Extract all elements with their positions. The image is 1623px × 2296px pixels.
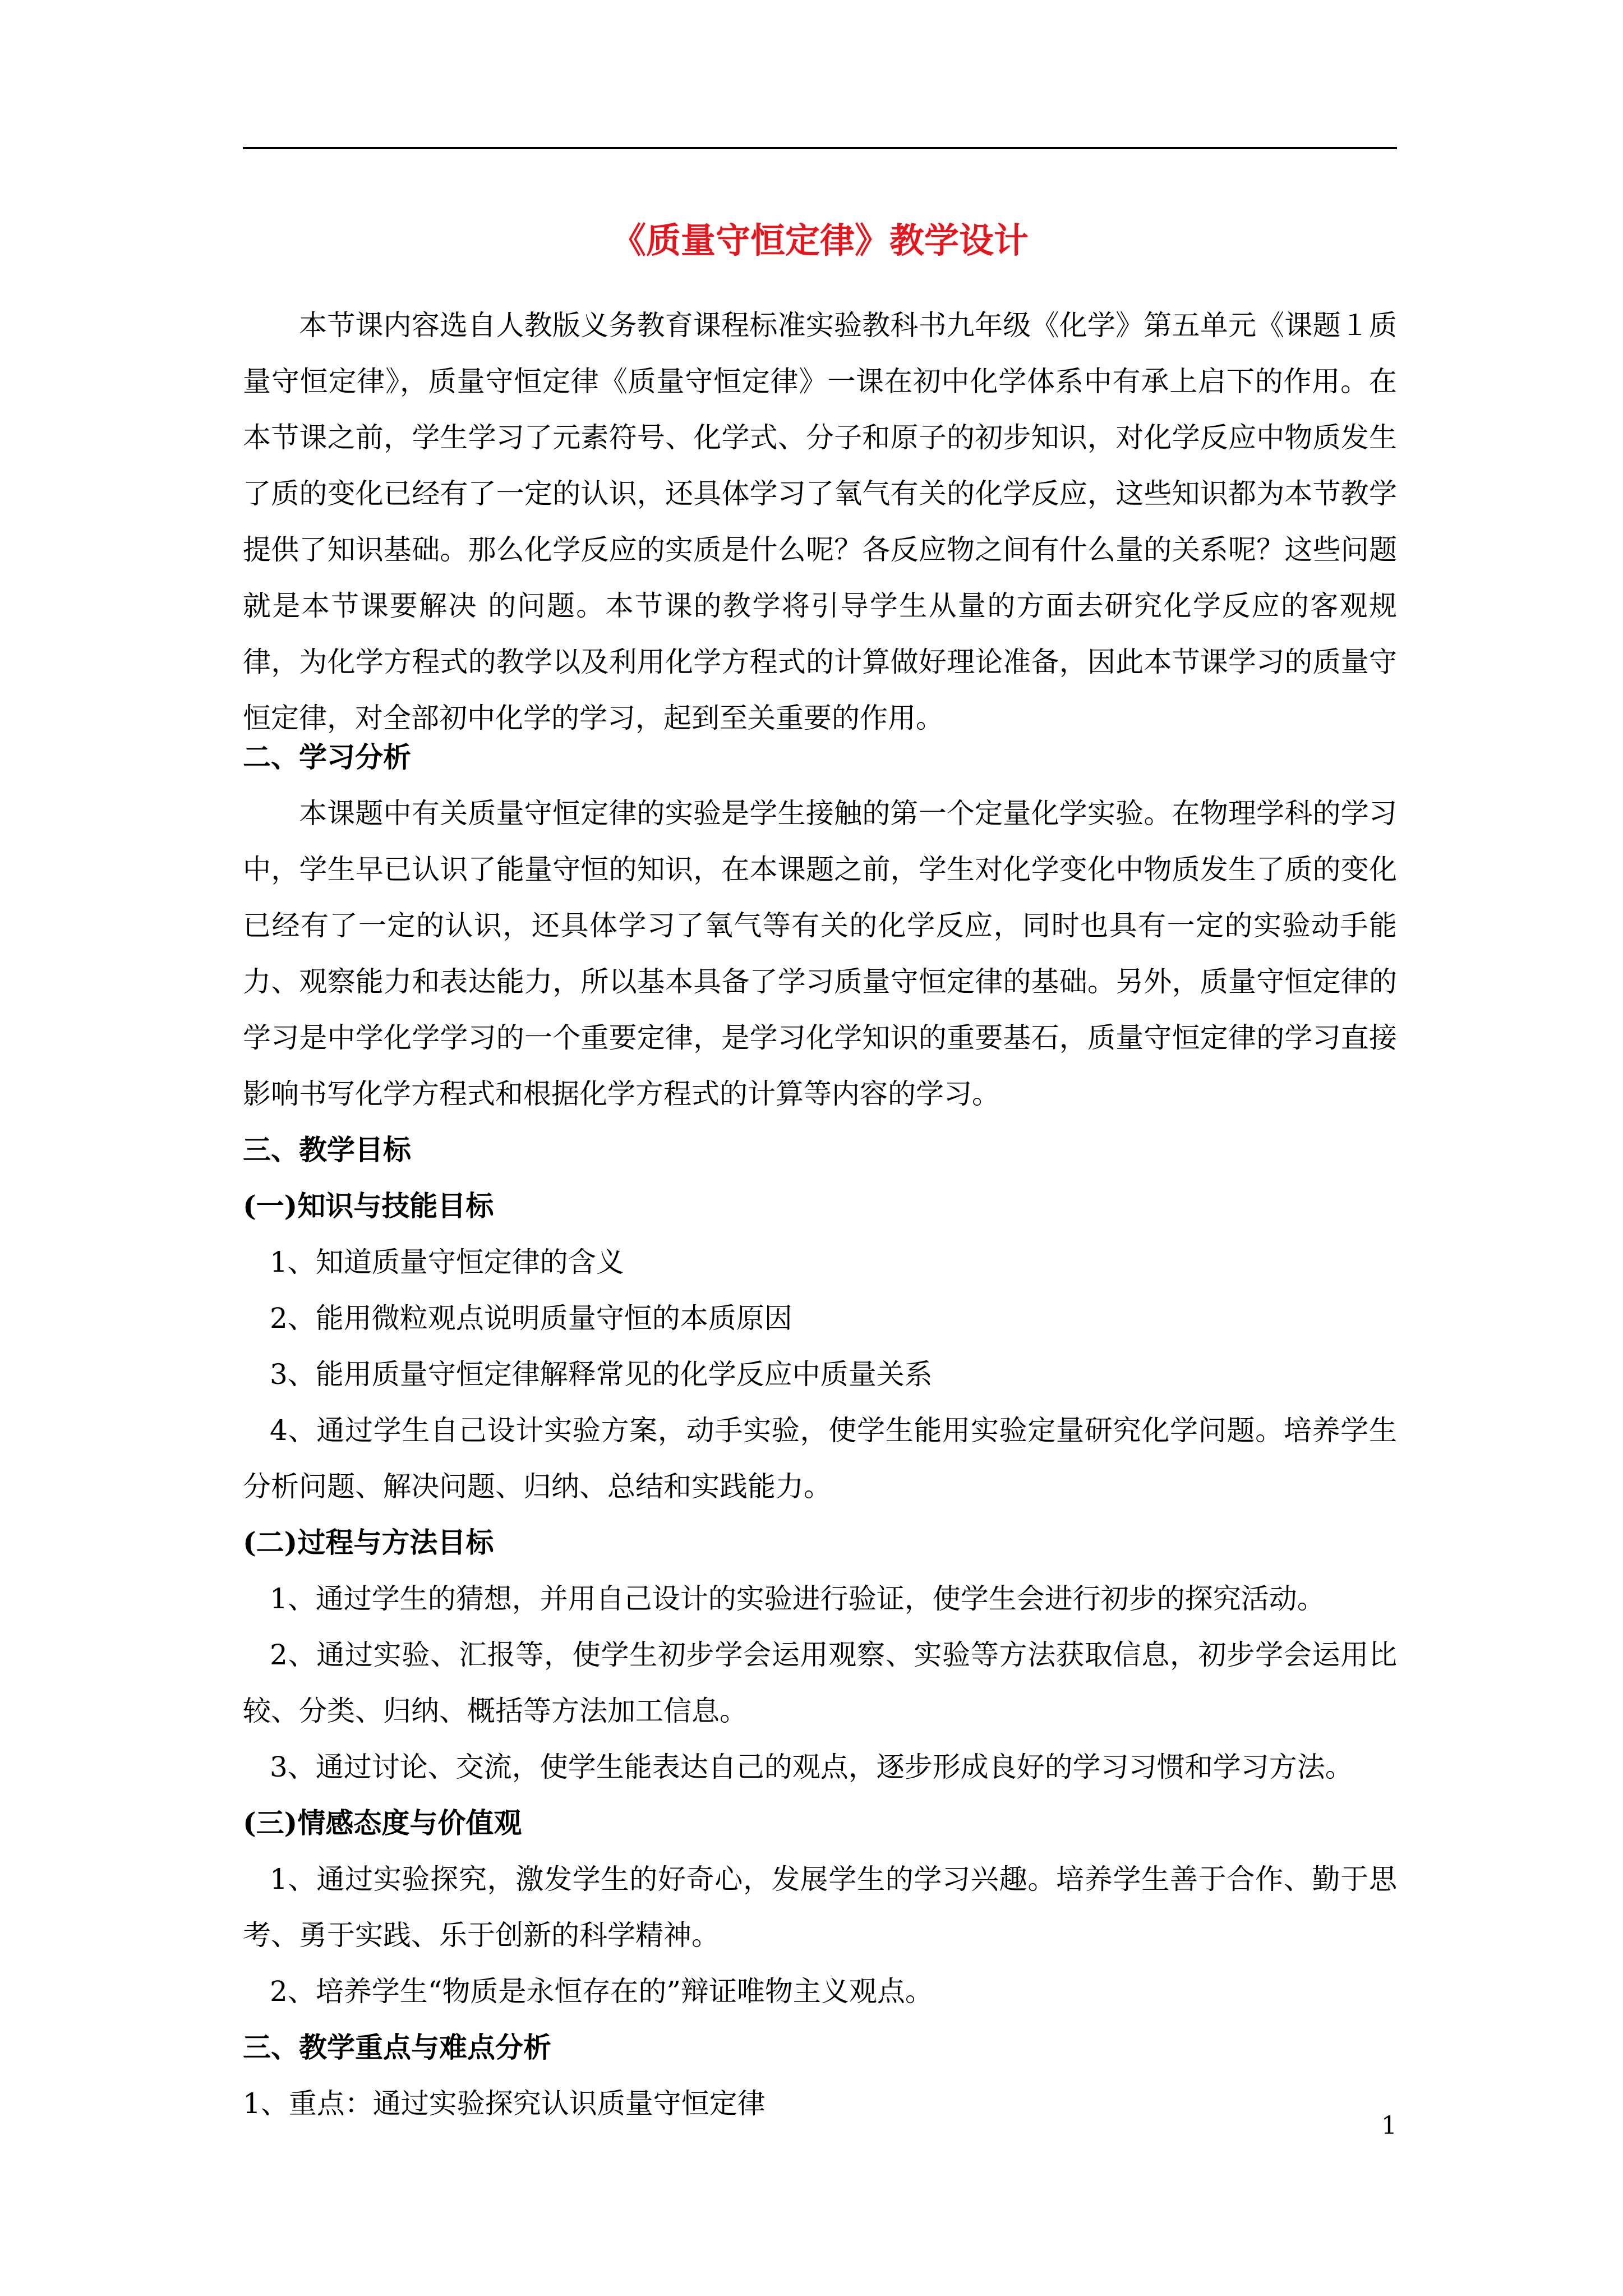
list-item: 2、能用微粒观点说明质量守恒的本质原因 bbox=[270, 1302, 792, 1335]
page-number: 1 bbox=[1381, 2111, 1397, 2140]
list-item: 2、通过实验、汇报等，使学生初步学会运用观察、实验等方法获取信息，初步学会运用比较、分类、归纳、概括等方法加工信息。 bbox=[243, 1639, 1397, 1727]
list-item: 2、培养学生“物质是永恒存在的”辩证唯物主义观点。 bbox=[270, 1975, 933, 2008]
subheading-knowledge-skills: (一)知识与技能目标 bbox=[243, 1189, 494, 1222]
list-item: 1、知道质量守恒定律的含义 bbox=[270, 1246, 624, 1278]
list-item: 1、重点：通过实验探究认识质量守恒定律 bbox=[243, 2087, 766, 2120]
section-heading-key-difficult-points: 三、教学重点与难点分析 bbox=[243, 2031, 551, 2064]
learning-analysis-paragraph: 本课题中有关质量守恒定律的实验是学生接触的第一个定量化学实验。在物理学科的学习中，学生早已认识了能量守恒的知识，在本课题之前，学生对化学变化中物质发生了质的变化已经有了一定的认识，还具体学习了氧气等有关的化学反应，同时也具有一定的实验动手能力、观察能力和表达能力，所以基本具备了学习质量守恒定律的基础。另外，质量守恒定律的学习是中学化学学习的一个重要定律，是学习化学知识的重要基石，质量守恒定律的学习直接影响书写化学方程式和根据化学方程式的计算等内容的学习。 bbox=[243, 797, 1397, 1110]
section-heading-teaching-goals: 三、教学目标 bbox=[243, 1133, 411, 1166]
list-item: 3、能用质量守恒定律解释常见的化学反应中质量关系 bbox=[270, 1358, 933, 1391]
list-item: 1、通过实验探究，激发学生的好奇心，发展学生的学习兴趣。培养学生善于合作、勤于思考、勇于实践、乐于创新的科学精神。 bbox=[243, 1863, 1397, 1952]
list-item: 1、通过学生的猜想，并用自己设计的实验进行验证，使学生会进行初步的探究活动。 bbox=[270, 1582, 1325, 1615]
list-item: 3、通过讨论、交流，使学生能表达自己的观点，逐步形成良好的学习习惯和学习方法。 bbox=[270, 1751, 1353, 1783]
intro-paragraph: 本节课内容选自人教版义务教育课程标准实验教科书九年级《化学》第五单元《课题１质量守恒定律》，质量守恒定律《质量守恒定律》一课在初中化学体系中有承上启下的作用。在本节课之前，学生学习了元素符号、化学式、分子和原子的初步知识，对化学反应中物质发生了质的变化已经有了一定的认识，还具体学习了氧气有关的化学反应，这些知识都为本节教学提供了知识基础。那么化学反应的实质是什么呢？各反应物之间有什么量的关系呢？这些问题就是本节课要解决 的问题。本节课的教学将引导学生从量的方面去研究化学反应的客观规律，为化学方程式的教学以及利用化学方程式的计算做好理论准备，因此本节课学习的质量守恒定律，对全部初中化学的学习，起到至关重要的作用。 bbox=[243, 309, 1397, 734]
header-rule bbox=[243, 147, 1397, 149]
section-heading-learning-analysis: 二、学习分析 bbox=[243, 740, 411, 774]
document-title: 《质量守恒定律》教学设计 bbox=[611, 220, 1029, 261]
subheading-attitudes-values: (三)情感态度与价值观 bbox=[243, 1806, 522, 1839]
list-item: 4、通过学生自己设计实验方案，动手实验，使学生能用实验定量研究化学问题。培养学生分析问题、解决问题、归纳、总结和实践能力。 bbox=[243, 1414, 1397, 1503]
subheading-process-methods: (二)过程与方法目标 bbox=[243, 1526, 494, 1559]
